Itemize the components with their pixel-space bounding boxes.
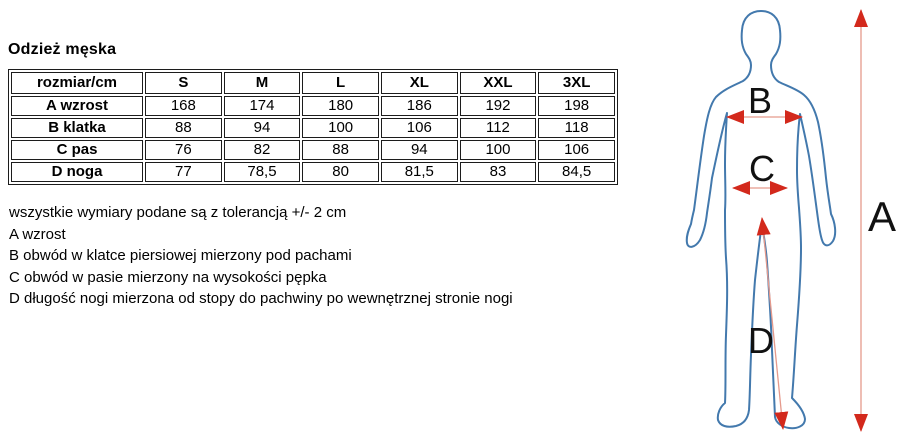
figure-label-d: D — [748, 320, 774, 361]
size-table-value-cell: 84,5 — [538, 162, 615, 182]
size-table-value-cell: 198 — [538, 96, 615, 116]
measurement-notes — [9, 202, 513, 310]
size-table-value-cell: 77 — [145, 162, 222, 182]
size-table-header-cell: 3XL — [538, 72, 615, 94]
note-line: C obwód w pasie mierzony na wysokości pępka — [9, 268, 327, 286]
size-table-value-cell: 78,5 — [224, 162, 301, 182]
size-table-row-label: A wzrost — [11, 96, 143, 116]
page-title: Odzież męska — [8, 41, 117, 58]
size-table-value-cell: 83 — [460, 162, 537, 182]
note-line: A wzrost — [9, 225, 66, 243]
note-line: wszystkie wymiary podane są z tolerancją +/- 2 cm — [9, 204, 347, 221]
size-table-value-cell: 81,5 — [381, 162, 458, 182]
size-table-value-cell: 82 — [224, 140, 301, 160]
note-line: D długość nogi mierzona od stopy do pachwiny po wewnętrznej stronie nogi — [9, 290, 513, 307]
body-measurement-diagram — [680, 0, 900, 436]
size-table-value-cell: 118 — [538, 118, 615, 138]
size-table-row-label: B klatka — [11, 118, 143, 138]
size-table-header-cell: XL — [381, 72, 458, 94]
size-table-value-cell: 192 — [460, 96, 537, 116]
figure-label-b: B — [747, 80, 773, 121]
size-table-value-cell: 186 — [381, 96, 458, 116]
size-table-value-cell: 94 — [381, 140, 458, 160]
size-table-row — [11, 162, 615, 182]
size-table-body — [11, 96, 615, 182]
size-table-row — [11, 118, 615, 138]
size-table-value-cell: 88 — [302, 140, 379, 160]
size-table — [8, 69, 618, 185]
size-table-value-cell: 80 — [302, 162, 379, 182]
size-table-value-cell: 94 — [224, 118, 301, 138]
size-table-header-cell: L — [302, 72, 379, 94]
size-table-header-cell: rozmiar/cm — [11, 72, 143, 94]
size-table-value-cell: 174 — [224, 96, 301, 116]
size-table-value-cell: 88 — [145, 118, 222, 138]
size-table-header-row — [11, 72, 615, 94]
size-table-header-cell: S — [145, 72, 222, 94]
size-table-row — [11, 140, 615, 160]
size-table-value-cell: 100 — [302, 118, 379, 138]
size-table-value-cell: 168 — [145, 96, 222, 116]
size-table-head — [11, 72, 615, 94]
size-table-value-cell: 112 — [460, 118, 537, 138]
size-table-header-cell: XXL — [460, 72, 537, 94]
figure-label-c: C — [749, 148, 775, 189]
size-table-value-cell: 106 — [538, 140, 615, 160]
size-table-row-label: C pas — [11, 140, 143, 160]
size-table-value-cell: 76 — [145, 140, 222, 160]
size-table-value-cell: 106 — [381, 118, 458, 138]
size-table-value-cell: 100 — [460, 140, 537, 160]
size-table-row — [11, 96, 615, 116]
size-table-value-cell: 180 — [302, 96, 379, 116]
human-body-outline-icon — [687, 11, 835, 428]
figure-label-a: A — [867, 193, 897, 240]
size-table-header-cell: M — [224, 72, 301, 94]
note-line: B obwód w klatce piersiowej mierzony pod pachami — [9, 247, 352, 264]
size-table-row-label: D noga — [11, 162, 143, 182]
